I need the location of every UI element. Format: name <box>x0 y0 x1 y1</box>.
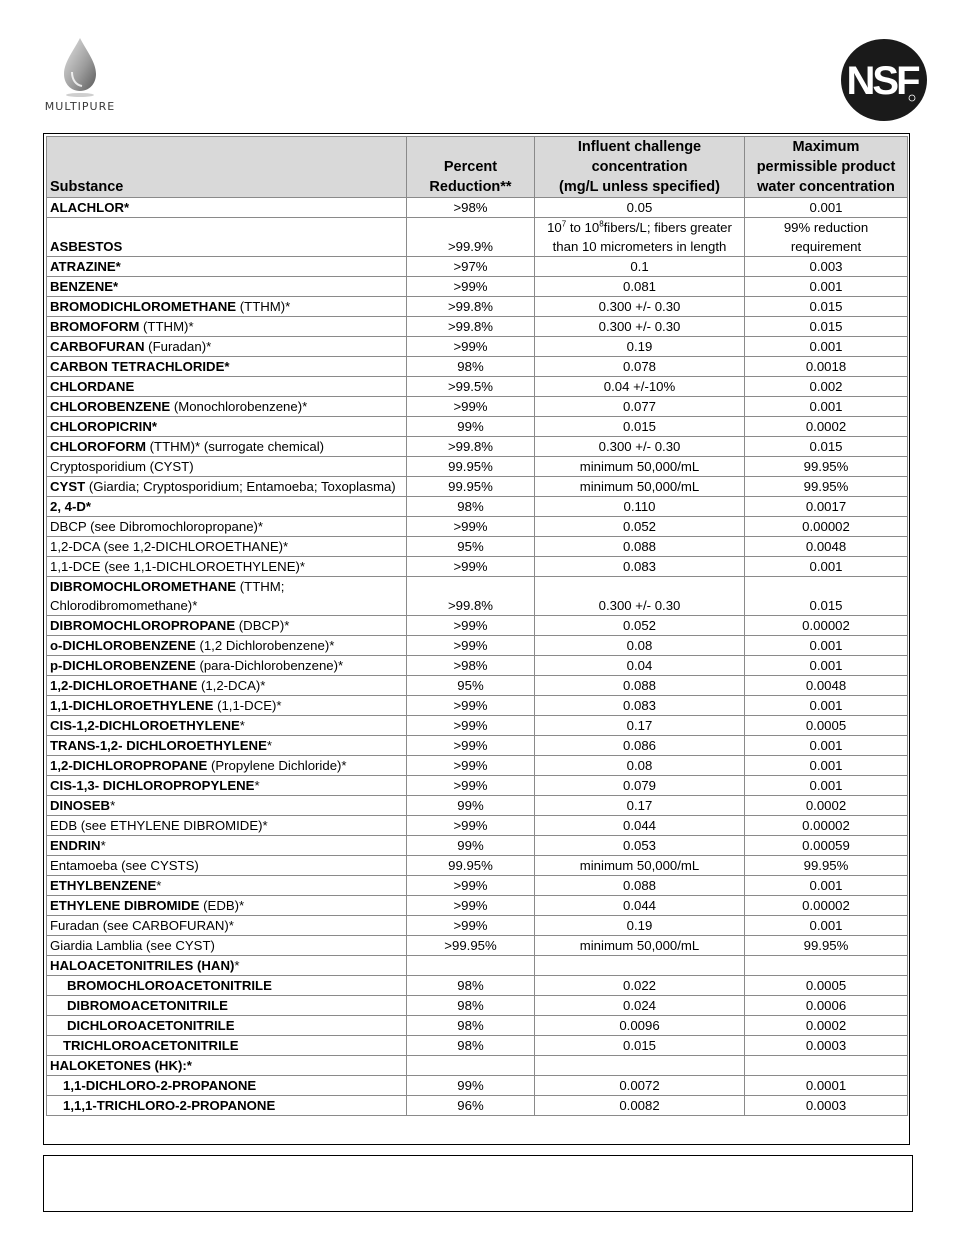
influent-cell: 0.083 <box>535 696 745 716</box>
table-row <box>47 497 908 517</box>
influent-cell: 0.077 <box>535 397 745 417</box>
influent-cell: 0.17 <box>535 796 745 816</box>
maximum-cell: 0.001 <box>745 656 908 676</box>
percent-reduction-cell: 99% <box>407 836 535 856</box>
percent-reduction-cell: 95% <box>407 676 535 696</box>
influent-cell: 0.300 +/- 0.30 <box>535 437 745 457</box>
substance-cell: DIBROMOCHLOROMETHANE (TTHM; Chlorodibromomethane)* <box>47 577 407 616</box>
substance-cell: Entamoeba (see CYSTS) <box>47 856 407 876</box>
table-row <box>47 896 908 916</box>
maximum-cell: 0.001 <box>745 636 908 656</box>
substance-cell: ETHYLENE DIBROMIDE (EDB)* <box>47 896 407 916</box>
maximum-cell: 0.001 <box>745 776 908 796</box>
percent-reduction-cell: >99.8% <box>407 437 535 457</box>
percent-reduction-cell: 99.95% <box>407 477 535 497</box>
table-row <box>47 457 908 477</box>
maximum-cell: 0.015 <box>745 437 908 457</box>
table-row <box>47 796 908 816</box>
percent-reduction-cell: >99% <box>407 636 535 656</box>
influent-cell: 0.0072 <box>535 1076 745 1096</box>
percent-reduction-cell: >99% <box>407 277 535 297</box>
percent-reduction-cell <box>407 1056 535 1076</box>
table-row <box>47 1056 908 1076</box>
substance-cell: 1,2-DICHLOROETHANE (1,2-DCA)* <box>47 676 407 696</box>
maximum-cell: 0.00002 <box>745 616 908 636</box>
maximum-cell <box>745 956 908 976</box>
substance-cell: CIS-1,2-DICHLOROETHYLENE* <box>47 716 407 736</box>
substance-cell: 1,1-DCE (see 1,1-DICHLOROETHYLENE)* <box>47 557 407 577</box>
influent-cell: 0.044 <box>535 816 745 836</box>
percent-reduction-cell: >99.8% <box>407 577 535 616</box>
maximum-cell: 0.0048 <box>745 676 908 696</box>
influent-cell: 0.024 <box>535 996 745 1016</box>
percent-reduction-cell: >99% <box>407 876 535 896</box>
table-row <box>47 1076 908 1096</box>
percent-reduction-cell: >99% <box>407 557 535 577</box>
maximum-cell: 0.001 <box>745 696 908 716</box>
substance-cell: BROMOCHLOROACETONITRILE <box>47 976 407 996</box>
substance-cell: 1,1,1-TRICHLORO-2-PROPANONE <box>47 1096 407 1116</box>
table-row <box>47 696 908 716</box>
footer-box <box>43 1155 913 1212</box>
influent-cell: 0.19 <box>535 337 745 357</box>
substance-cell: TRICHLOROACETONITRILE <box>47 1036 407 1056</box>
table-row <box>47 297 908 317</box>
influent-cell: 0.078 <box>535 357 745 377</box>
substance-cell: CHLORDANE <box>47 377 407 397</box>
table-row <box>47 257 908 277</box>
nsf-seal-icon <box>840 38 928 122</box>
substance-cell: BROMODICHLOROMETHANE (TTHM)* <box>47 297 407 317</box>
percent-reduction-cell: >99% <box>407 716 535 736</box>
influent-cell: minimum 50,000/mL <box>535 477 745 497</box>
maximum-cell: 99.95% <box>745 477 908 497</box>
col-maximum: Maximum permissible product water concentration <box>745 137 908 198</box>
table-row <box>47 876 908 896</box>
percent-reduction-cell: >99.8% <box>407 317 535 337</box>
substance-cell: CHLOROPICRIN* <box>47 417 407 437</box>
maximum-cell: 0.0002 <box>745 1016 908 1036</box>
influent-cell: 0.053 <box>535 836 745 856</box>
table-row <box>47 936 908 956</box>
maximum-cell: 0.00002 <box>745 816 908 836</box>
maximum-cell: 0.0017 <box>745 497 908 517</box>
substance-cell: 1,2-DCA (see 1,2-DICHLOROETHANE)* <box>47 537 407 557</box>
table-row <box>47 676 908 696</box>
influent-cell: 0.1 <box>535 257 745 277</box>
substance-cell: TRANS-1,2- DICHLOROETHYLENE* <box>47 736 407 756</box>
maximum-cell: 0.0005 <box>745 716 908 736</box>
table-row <box>47 277 908 297</box>
percent-reduction-cell: 99.95% <box>407 856 535 876</box>
percent-reduction-cell: >97% <box>407 257 535 277</box>
maximum-cell: 0.001 <box>745 198 908 218</box>
table-row <box>47 656 908 676</box>
percent-reduction-cell: >99% <box>407 397 535 417</box>
table-row <box>47 1096 908 1116</box>
influent-cell: 0.0096 <box>535 1016 745 1036</box>
influent-cell: 0.08 <box>535 636 745 656</box>
maximum-cell: 0.001 <box>745 736 908 756</box>
col-percent-reduction: Percent Reduction** <box>407 137 535 198</box>
percent-reduction-cell: 99% <box>407 796 535 816</box>
table-row <box>47 357 908 377</box>
table-row <box>47 776 908 796</box>
contaminant-table <box>46 136 908 1116</box>
influent-cell: minimum 50,000/mL <box>535 856 745 876</box>
table-row <box>47 517 908 537</box>
maximum-cell: 0.00059 <box>745 836 908 856</box>
water-drop-icon <box>60 36 100 98</box>
percent-reduction-cell: >99% <box>407 616 535 636</box>
percent-reduction-cell <box>407 956 535 976</box>
influent-cell: 0.300 +/- 0.30 <box>535 297 745 317</box>
percent-reduction-cell: >99% <box>407 517 535 537</box>
percent-reduction-cell: 96% <box>407 1096 535 1116</box>
influent-cell: 0.05 <box>535 198 745 218</box>
table-row <box>47 816 908 836</box>
substance-cell: CHLOROBENZENE (Monochlorobenzene)* <box>47 397 407 417</box>
brand-name: MULTIPURE <box>44 100 116 113</box>
substance-cell: CARBOFURAN (Furadan)* <box>47 337 407 357</box>
maximum-cell: 0.015 <box>745 317 908 337</box>
table-row <box>47 916 908 936</box>
substance-cell: ASBESTOS <box>47 218 407 257</box>
maximum-cell: 0.00002 <box>745 896 908 916</box>
maximum-cell: 0.001 <box>745 876 908 896</box>
percent-reduction-cell: 95% <box>407 537 535 557</box>
percent-reduction-cell: >99.8% <box>407 297 535 317</box>
influent-cell: 0.052 <box>535 616 745 636</box>
table-row <box>47 836 908 856</box>
substance-cell: CHLOROFORM (TTHM)* (surrogate chemical) <box>47 437 407 457</box>
influent-cell: 0.086 <box>535 736 745 756</box>
substance-cell: CYST (Giardia; Cryptosporidium; Entamoeba; Toxoplasma) <box>47 477 407 497</box>
percent-reduction-cell: >98% <box>407 198 535 218</box>
substance-cell: HALOKETONES (HK):* <box>47 1056 407 1076</box>
substance-cell: Furadan (see CARBOFURAN)* <box>47 916 407 936</box>
maximum-cell: 0.001 <box>745 337 908 357</box>
table-row <box>47 577 908 616</box>
maximum-cell: 99.95% <box>745 457 908 477</box>
table-row <box>47 417 908 437</box>
percent-reduction-cell: >99.9% <box>407 218 535 257</box>
percent-reduction-cell: 98% <box>407 996 535 1016</box>
maximum-cell: 0.0005 <box>745 976 908 996</box>
substance-cell: 1,2-DICHLOROPROPANE (Propylene Dichloride)* <box>47 756 407 776</box>
influent-cell: minimum 50,000/mL <box>535 457 745 477</box>
table-row <box>47 996 908 1016</box>
percent-reduction-cell: 98% <box>407 357 535 377</box>
table-row <box>47 756 908 776</box>
maximum-cell: 0.001 <box>745 756 908 776</box>
substance-cell: HALOACETONITRILES (HAN)* <box>47 956 407 976</box>
col-influent: Influent challenge concentration (mg/L unless specified) <box>535 137 745 198</box>
percent-reduction-cell: >99.95% <box>407 936 535 956</box>
maximum-cell: 0.0003 <box>745 1096 908 1116</box>
table-row <box>47 557 908 577</box>
table-row <box>47 1016 908 1036</box>
table-row <box>47 477 908 497</box>
maximum-cell: 0.0002 <box>745 417 908 437</box>
table-row <box>47 377 908 397</box>
maximum-cell: 0.015 <box>745 577 908 616</box>
table-row <box>47 956 908 976</box>
table-row <box>47 1036 908 1056</box>
percent-reduction-cell: 98% <box>407 1016 535 1036</box>
maximum-cell <box>745 1056 908 1076</box>
maximum-cell: 0.0003 <box>745 1036 908 1056</box>
percent-reduction-cell: 98% <box>407 976 535 996</box>
substance-cell: p-DICHLOROBENZENE (para-Dichlorobenzene)* <box>47 656 407 676</box>
percent-reduction-cell: >99% <box>407 816 535 836</box>
substance-cell: DBCP (see Dibromochloropropane)* <box>47 517 407 537</box>
influent-cell: 0.04 <box>535 656 745 676</box>
influent-cell: 0.044 <box>535 896 745 916</box>
influent-cell: 0.0082 <box>535 1096 745 1116</box>
influent-cell: 0.19 <box>535 916 745 936</box>
influent-cell: 0.083 <box>535 557 745 577</box>
maximum-cell: 0.015 <box>745 297 908 317</box>
maximum-cell: 0.001 <box>745 557 908 577</box>
substance-cell: ETHYLBENZENE* <box>47 876 407 896</box>
maximum-cell: 0.001 <box>745 916 908 936</box>
table-row <box>47 218 908 257</box>
substance-cell: CARBON TETRACHLORIDE* <box>47 357 407 377</box>
maximum-cell: 0.001 <box>745 397 908 417</box>
percent-reduction-cell: >98% <box>407 656 535 676</box>
substance-cell: DINOSEB* <box>47 796 407 816</box>
maximum-cell: 0.00002 <box>745 517 908 537</box>
maximum-cell: 0.0018 <box>745 357 908 377</box>
influent-cell: 0.17 <box>535 716 745 736</box>
substance-cell: ATRAZINE* <box>47 257 407 277</box>
substance-cell: ENDRIN* <box>47 836 407 856</box>
influent-cell <box>535 1056 745 1076</box>
percent-reduction-cell: >99% <box>407 896 535 916</box>
substance-cell: DICHLOROACETONITRILE <box>47 1016 407 1036</box>
substance-cell: Cryptosporidium (CYST) <box>47 457 407 477</box>
percent-reduction-cell: >99% <box>407 756 535 776</box>
influent-cell: 0.015 <box>535 417 745 437</box>
percent-reduction-cell: 99% <box>407 1076 535 1096</box>
percent-reduction-cell: 99.95% <box>407 457 535 477</box>
influent-cell: 0.079 <box>535 776 745 796</box>
influent-cell: 0.04 +/-10% <box>535 377 745 397</box>
maximum-cell: 0.0048 <box>745 537 908 557</box>
table-row <box>47 856 908 876</box>
maximum-cell: 99.95% <box>745 856 908 876</box>
substance-cell: Giardia Lamblia (see CYST) <box>47 936 407 956</box>
maximum-cell: 0.001 <box>745 277 908 297</box>
table-row <box>47 397 908 417</box>
influent-cell: 0.110 <box>535 497 745 517</box>
influent-cell: 0.022 <box>535 976 745 996</box>
percent-reduction-cell: >99% <box>407 337 535 357</box>
maximum-cell: 99% reduction requirement <box>745 218 908 257</box>
table-row <box>47 616 908 636</box>
substance-cell: ALACHLOR* <box>47 198 407 218</box>
influent-cell <box>535 956 745 976</box>
maximum-cell: 0.0006 <box>745 996 908 1016</box>
influent-cell: $10^7$ to $10^8fibers/L$; fibers greater than 10 micrometers in length <box>535 218 745 257</box>
influent-cell: 0.081 <box>535 277 745 297</box>
table-row <box>47 537 908 557</box>
substance-cell: 2, 4-D* <box>47 497 407 517</box>
substance-cell: 1,1-DICHLOROETHYLENE (1,1-DCE)* <box>47 696 407 716</box>
table-row <box>47 736 908 756</box>
influent-cell: 0.088 <box>535 537 745 557</box>
maximum-cell: 0.0002 <box>745 796 908 816</box>
table-row <box>47 976 908 996</box>
svg-text:NSF: NSF <box>846 59 918 103</box>
percent-reduction-cell: >99% <box>407 776 535 796</box>
maximum-cell: 0.002 <box>745 377 908 397</box>
nsf-logo <box>840 38 928 122</box>
percent-reduction-cell: >99% <box>407 916 535 936</box>
table-row <box>47 337 908 357</box>
substance-cell: o-DICHLOROBENZENE (1,2 Dichlorobenzene)* <box>47 636 407 656</box>
substance-cell: 1,1-DICHLORO-2-PROPANONE <box>47 1076 407 1096</box>
table-row <box>47 716 908 736</box>
influent-cell: 0.300 +/- 0.30 <box>535 577 745 616</box>
percent-reduction-cell: >99.5% <box>407 377 535 397</box>
substance-cell: DIBROMOACETONITRILE <box>47 996 407 1016</box>
influent-cell: 0.300 +/- 0.30 <box>535 317 745 337</box>
substance-cell: EDB (see ETHYLENE DIBROMIDE)* <box>47 816 407 836</box>
col-substance: Substance <box>47 137 407 198</box>
table-row <box>47 317 908 337</box>
influent-cell: 0.088 <box>535 876 745 896</box>
influent-cell: 0.088 <box>535 676 745 696</box>
percent-reduction-cell: 99% <box>407 417 535 437</box>
substance-cell: BENZENE* <box>47 277 407 297</box>
influent-cell: 0.08 <box>535 756 745 776</box>
multipure-logo <box>30 36 130 120</box>
table-row <box>47 437 908 457</box>
percent-reduction-cell: >99% <box>407 696 535 716</box>
table-row <box>47 198 908 218</box>
maximum-cell: 0.0001 <box>745 1076 908 1096</box>
table-body <box>47 198 908 1116</box>
maximum-cell: 0.003 <box>745 257 908 277</box>
contaminant-table-frame <box>43 133 910 1145</box>
substance-cell: DIBROMOCHLOROPROPANE (DBCP)* <box>47 616 407 636</box>
percent-reduction-cell: 98% <box>407 1036 535 1056</box>
percent-reduction-cell: 98% <box>407 497 535 517</box>
substance-cell: CIS-1,3- DICHLOROPROPYLENE* <box>47 776 407 796</box>
table-row <box>47 636 908 656</box>
percent-reduction-cell: >99% <box>407 736 535 756</box>
substance-cell: BROMOFORM (TTHM)* <box>47 317 407 337</box>
influent-cell: 0.052 <box>535 517 745 537</box>
maximum-cell: 99.95% <box>745 936 908 956</box>
influent-cell: minimum 50,000/mL <box>535 936 745 956</box>
table-header-row <box>47 137 908 198</box>
influent-cell: 0.015 <box>535 1036 745 1056</box>
